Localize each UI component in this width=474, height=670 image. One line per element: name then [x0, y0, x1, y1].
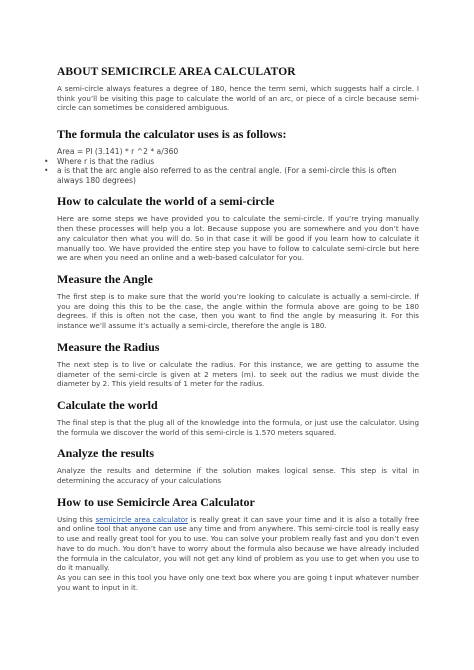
semicircle-calculator-link[interactable]: semicircle area calculator	[95, 514, 189, 524]
section-text-howto	[57, 515, 419, 573]
section-heading-analyze: Analyze the results	[57, 446, 155, 461]
list-item	[44, 166, 419, 185]
page-title: ABOUT SEMICIRCLE AREA CALCULATOR	[57, 66, 296, 78]
formula-bullet-list	[44, 156, 419, 186]
list-item	[44, 157, 419, 167]
section-heading-howto: How to use Semicircle Area Calculator	[57, 494, 255, 509]
section-text-calc-world: Here are some steps we have provided you to calculate the semi-circle. If you’re trying manually then these processes will help you a lot. Because suppose you are somewhere and you don’t have any calculator then what you will do. So in that case it will be good if you learn how to calculate it manually too. We have provided the entire step you have to follow to calculate semi-circle but here we are when you need an online and a web-based calculator for you.	[57, 214, 419, 263]
section-text-radius: The next step is to live or calculate the radius. For this instance, we are getting to assume the diameter of the semi-circle is given at 2 meters (m). to seek out the radius we must divide the diameter by 2. This yield results of 1 meter for the radius.	[57, 359, 419, 389]
section-heading-calc-world: How to calculate the world of a semi-circle	[57, 194, 275, 209]
section-text-howto-2: As you can see in this tool you have only one text box where you are going t input whatever number you want to input in it.	[57, 572, 419, 592]
bullet-icon: •	[44, 156, 49, 166]
formula-heading: The formula the calculator uses is as follows:	[57, 127, 287, 142]
document-content	[44, 66, 419, 592]
formula-line: Area = PI (3.141) * r ^2 * a/360	[57, 147, 179, 157]
section-text-calc: The final step is that the plug all of the knowledge into the formula, or just use the calculator. Using the formula we discover the world of this semi-circle is 1.570 meters squared.	[57, 417, 419, 437]
howto-text-rest: is really great it can save your time and it is also a totally free and online tool that anyone can use any time and from anywhere. This semi-circle tool is really easy to use and really great tool for you to use. You can solve your problem really fast and you don’t even have to do much. You don’t have to worry about the formula also because we have already included the formula in the calculator, you will not get any kind of problem as you use to get when you use to do it manually.	[57, 514, 419, 573]
bullet-text: Where r is that the radius	[57, 156, 155, 166]
bullet-text: a is that the arc angle also referred to as the central angle. (For a semi-circle this is often always 180 degrees)	[57, 166, 397, 185]
formula-block	[44, 147, 419, 185]
section-heading-calc: Calculate the world	[57, 397, 158, 412]
section-text-angle: The first step is to make sure that the world you’re looking to calculate is actually a semi-circle. If you are doing this this to be the case, the angle within the formula above are going to be 180 degrees. If this is often not the case, then you want to find the angle by measuring it. For this instance we’ll assume it’s actually a semi-circle, therefore the angle is 180.	[57, 292, 419, 331]
bullet-icon: •	[44, 166, 49, 176]
section-text-analyze: Analyze the results and determine if the solution makes logical sense. This step is vital in determining the accuracy of your calculations	[57, 466, 419, 486]
intro-paragraph: A semi-circle always features a degree of 180, hence the term semi, which suggests half a circle. I think you’ll be visiting this page to calculate the world of an arc, or piece of a circle because semi-circle can sometimes be considered ambiguous.	[57, 84, 419, 113]
section-heading-radius: Measure the Radius	[57, 339, 160, 354]
section-heading-angle: Measure the Angle	[57, 272, 153, 286]
howto-text-start: Using this	[57, 514, 96, 524]
